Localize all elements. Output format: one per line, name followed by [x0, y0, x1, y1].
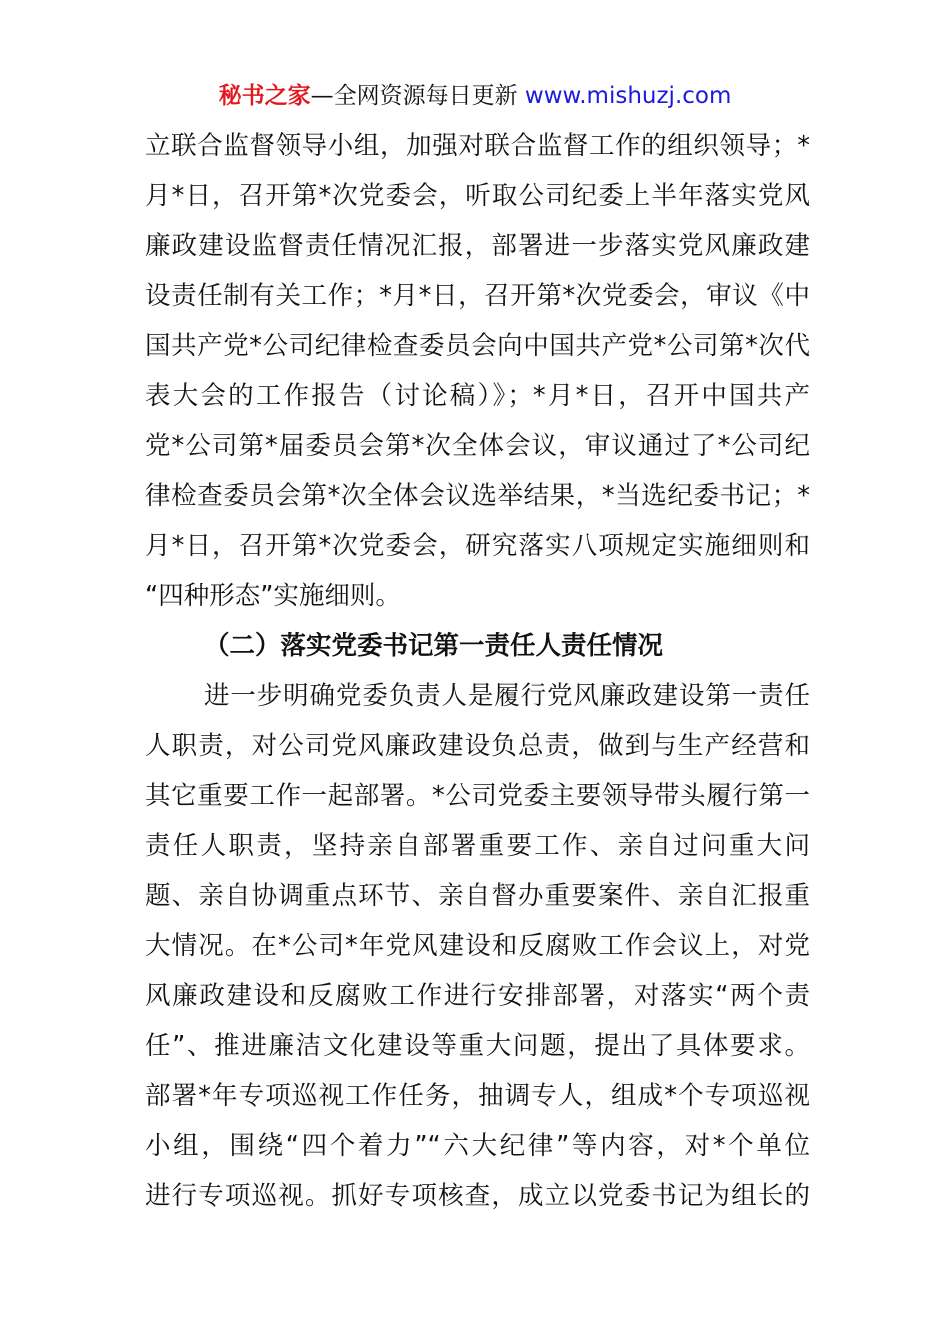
- text-line: 题、亲自协调重点环节、亲自督办重要案件、亲自汇报重: [145, 881, 810, 911]
- paragraph-first-responsibility: [145, 671, 810, 1221]
- text-line: 表大会的工作报告（讨论稿）》；*月*日，召开中国共产: [145, 381, 810, 411]
- document-body: [145, 121, 810, 1221]
- text-line: 进一步明确党委负责人是履行党风廉政建设第一责任: [204, 681, 810, 711]
- text-line: 人职责，对公司党风廉政建设负总责，做到与生产经营和: [145, 731, 810, 761]
- text-line: 其它重要工作一起部署。*公司党委主要领导带头履行第一: [145, 781, 810, 811]
- brand-name: 秘书之家: [218, 83, 311, 109]
- header-tagline: —全网资源每日更新: [310, 83, 525, 109]
- text-line: 月*日，召开第*次党委会，研究落实八项规定实施细则和: [145, 531, 810, 561]
- text-line: 进行专项巡视。抓好专项核查，成立以党委书记为组长的: [145, 1181, 810, 1211]
- text-line: 党*公司第*届委员会第*次全体会议，审议通过了*公司纪: [145, 431, 810, 461]
- paragraph-joint-supervision: [145, 121, 810, 621]
- text-line: 国共产党*公司纪律检查委员会向中国共产党*公司第*次代: [145, 331, 810, 361]
- section-heading: （二）落实党委书记第一责任人责任情况: [204, 631, 664, 661]
- text-line: 律检查委员会第*次全体会议选举结果，*当选纪委书记；*: [145, 481, 810, 511]
- text-line: 大情况。在*公司*年党风建设和反腐败工作会议上，对党: [145, 931, 810, 961]
- text-line: 立联合监督领导小组，加强对联合监督工作的组织领导；*: [145, 131, 810, 161]
- text-line: “四种形态”实施细则。: [145, 581, 401, 611]
- text-line: 设责任制有关工作；*月*日，召开第*次党委会，审议《中: [145, 281, 810, 311]
- text-line: 风廉政建设和反腐败工作进行安排部署，对落实“两个责: [145, 981, 810, 1011]
- text-line: 小组，围绕“四个着力”“六大纪律”等内容，对*个单位: [145, 1131, 810, 1161]
- text-line: 责任人职责，坚持亲自部署重要工作、亲自过问重大问: [145, 831, 810, 861]
- text-line: 月*日，召开第*次党委会，听取公司纪委上半年落实党风: [145, 181, 810, 211]
- site-url-link[interactable]: www.mishuzj.com: [524, 83, 732, 109]
- text-line: 廉政建设监督责任情况汇报，部署进一步落实党风廉政建: [145, 231, 810, 261]
- text-line: 任”、推进廉洁文化建设等重大问题，提出了具体要求。: [145, 1031, 810, 1061]
- site-header: [0, 78, 950, 114]
- text-line: 部署*年专项巡视工作任务，抽调专人，组成*个专项巡视: [145, 1081, 810, 1111]
